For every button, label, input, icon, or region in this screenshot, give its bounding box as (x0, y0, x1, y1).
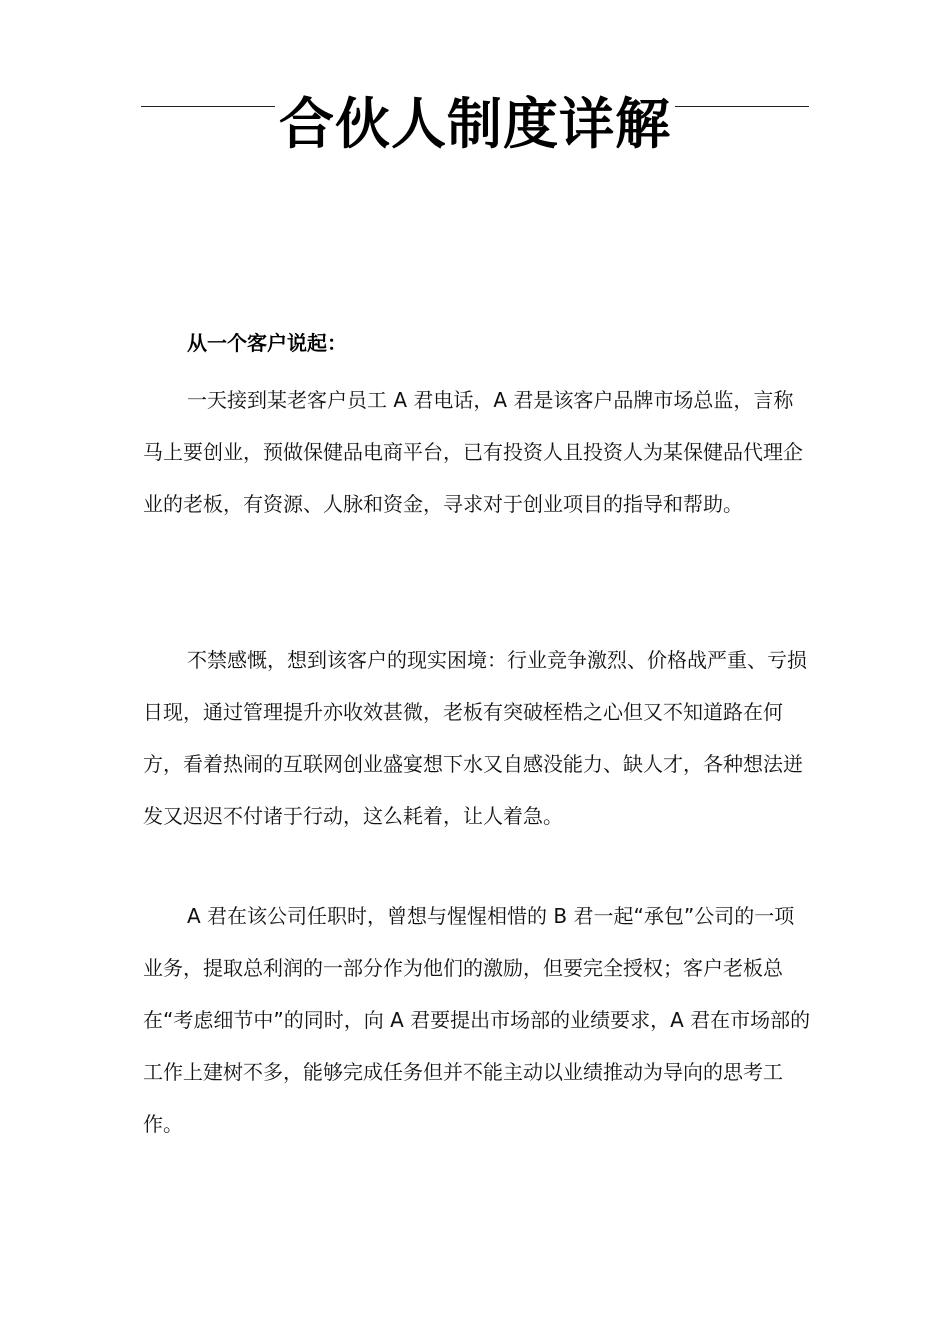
paragraph-2: 不禁感慨，想到该客户的现实困境：行业竞争激烈、价格战严重、亏损日现，通过管理提升亦收效甚微，老板有突破桎梏之心但又不知道路在何方，看着热闹的互联网创业盛宴想下水又自感没能力、缺人才，各种想法迸发又迟迟不付诸于行动，这么耗着，让人着急。 (143, 648, 807, 828)
section-heading: 从一个客户说起： (187, 331, 347, 355)
paragraph-3: A 君在该公司任职时，曾想与惺惺相惜的 B 君一起“承包”公司的一项业务，提取总利润的一部分作为他们的激励，但要完全授权；客户老板总在“考虑细节中”的同时，向 A 君要提出市场部的业绩要求，A 君在市场部的工作上建树不多，能够完成任务但并不能主动以业绩推动为导向的思考工作。 (143, 904, 811, 1136)
document-title-text: 合伙人制度详解 (275, 92, 675, 156)
paragraph-1: 一天接到某老客户员工 A 君电话，A 君是该客户品牌市场总监，言称马上要创业，预做保健品电商平台，已有投资人且投资人为某保健品代理企业的老板，有资源、人脉和资金，寻求对于创业项目的指导和帮助。 (143, 388, 803, 516)
document-title (0, 86, 950, 162)
